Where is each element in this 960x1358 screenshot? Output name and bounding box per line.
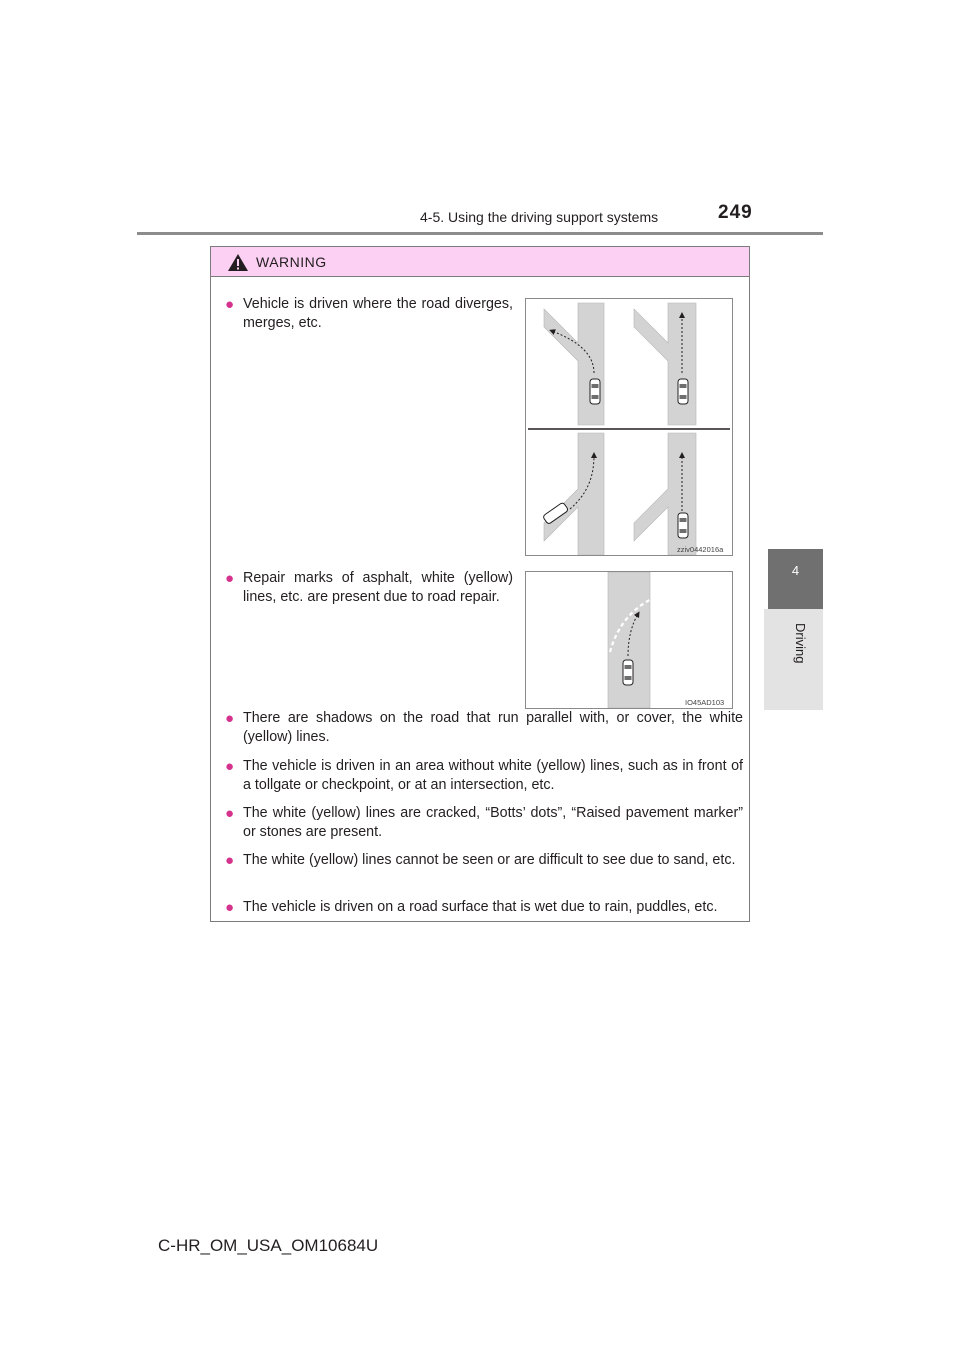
chapter-name: Driving <box>793 623 808 664</box>
bullet-icon: ● <box>225 852 235 869</box>
section-title: 4-5. Using the driving support systems <box>420 209 659 225</box>
bullet-icon: ● <box>225 296 235 313</box>
header-rule <box>137 232 823 235</box>
bullet-icon: ● <box>225 570 235 587</box>
warning-bullet: ● The white (yellow) lines are cracked, “Botts’ dots”, “Raised pavement marker” or stones are present. <box>225 805 743 840</box>
warning-triangle-icon <box>227 253 249 272</box>
bullet-icon: ● <box>225 710 235 727</box>
warning-bullet: ● The white (yellow) lines cannot be seen or are difficult to see due to sand, etc. <box>225 852 736 869</box>
figure-code: zziv0442016a <box>677 545 724 554</box>
chapter-tab <box>768 549 823 609</box>
warning-title: WARNING <box>256 254 327 270</box>
repair-marks-illustration <box>525 571 733 709</box>
bullet-icon: ● <box>225 805 235 822</box>
chapter-number: 4 <box>791 563 800 578</box>
warning-bullet: ● The vehicle is driven in an area without white (yellow) lines, such as in front of a tollgate or checkpoint, or at an intersection, etc. <box>225 758 743 793</box>
warning-bullet: ● There are shadows on the road that run parallel with, or cover, the white (yellow) lines. <box>225 710 743 745</box>
warning-box <box>210 246 750 922</box>
warning-bullet: ● Repair marks of asphalt, white (yellow) lines, etc. are present due to road repair. <box>225 570 513 605</box>
warning-header <box>211 247 749 277</box>
chapter-label <box>764 609 823 710</box>
warning-bullet: ● Vehicle is driven where the road diverges, merges, etc. <box>225 296 513 331</box>
figure-code: IO45AD103 <box>685 698 725 707</box>
page-number: 249 <box>718 202 753 223</box>
warning-bullet: ● The vehicle is driven on a road surface that is wet due to rain, puddles, etc. <box>225 899 718 916</box>
bullet-icon: ● <box>225 758 235 775</box>
bullet-icon: ● <box>225 899 235 916</box>
footer-doc-id: C-HR_OM_USA_OM10684U <box>158 1236 379 1255</box>
road-repair-diagram <box>526 572 732 708</box>
diverge-merge-illustration <box>525 298 733 556</box>
road-diagram <box>526 299 732 555</box>
